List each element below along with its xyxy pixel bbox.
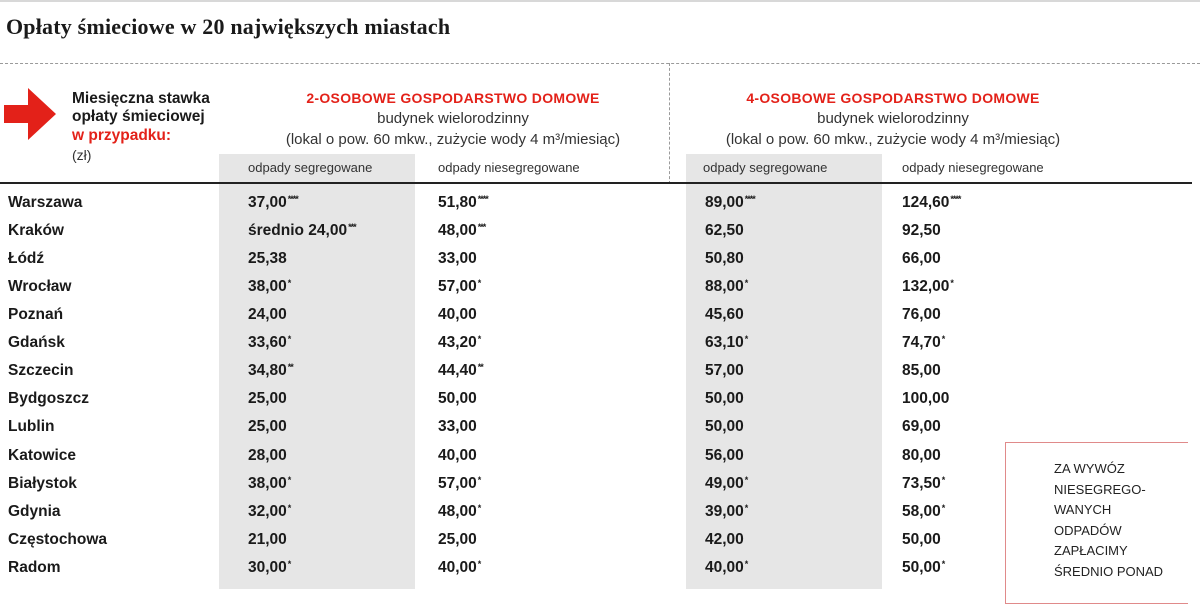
value-cell: 44,40** (438, 362, 483, 379)
value-cell: średnio 24,00*** (248, 222, 356, 239)
value-cell: 40,00* (705, 559, 748, 576)
value-cell: 132,00* (902, 278, 953, 295)
value-cell: 63,10* (705, 334, 748, 351)
value-cell: 69,00 (902, 418, 941, 435)
value-cell: 50,00* (902, 559, 945, 576)
value-cell: 74,70* (902, 334, 945, 351)
value-cell: 56,00 (705, 447, 744, 464)
value-cell: 50,00 (902, 531, 941, 548)
table-row (0, 219, 1000, 247)
city-name: Poznań (8, 306, 64, 323)
value-cell: 25,00 (248, 418, 287, 435)
rate-label-unit: (zł) (72, 147, 92, 163)
value-cell: 58,00* (902, 503, 945, 520)
table-row (0, 444, 1000, 472)
value-cell: 50,00 (705, 418, 744, 435)
rate-label-case: w przypadku: (72, 127, 172, 144)
value-cell: 33,00 (438, 418, 477, 435)
top-rule (0, 0, 1200, 2)
value-cell: 57,00* (438, 278, 481, 295)
city-name: Radom (8, 559, 61, 576)
column-header: odpady niesegregowane (438, 160, 580, 175)
table-row (0, 303, 1000, 331)
table-row (0, 331, 1000, 359)
city-name: Gdynia (8, 503, 61, 520)
table-row (0, 275, 1000, 303)
value-cell: 92,50 (902, 222, 941, 239)
value-cell: 49,00* (705, 475, 748, 492)
value-cell: 38,00* (248, 278, 291, 295)
red-arrow-icon (4, 88, 58, 140)
city-name: Białystok (8, 475, 77, 492)
value-cell: 45,60 (705, 306, 744, 323)
value-cell: 34,80** (248, 362, 293, 379)
header-divider (0, 63, 1200, 64)
group-title-4-person: 4-OSOBOWE GOSPODARSTWO DOMOWE (746, 90, 1040, 106)
value-cell: 39,00* (705, 503, 748, 520)
value-cell: 50,00 (438, 390, 477, 407)
column-header: odpady segregowane (248, 160, 373, 175)
city-name: Bydgoszcz (8, 390, 89, 407)
value-cell: 88,00* (705, 278, 748, 295)
value-cell: 30,00* (248, 559, 291, 576)
table-row (0, 359, 1000, 387)
value-cell: 89,00**** (705, 194, 755, 211)
value-cell: 28,00 (248, 447, 287, 464)
value-cell: 40,00 (438, 306, 477, 323)
callout-text: ZA WYWÓZ NIESEGREGO- WANYCH ODPADÓW ZAPŁACIMY ŚREDNIO PONAD (1054, 461, 1164, 579)
table-row (0, 191, 1000, 219)
city-name: Częstochowa (8, 531, 108, 548)
city-name: Łódź (8, 250, 45, 267)
table-row (0, 528, 1000, 556)
city-name: Wrocław (8, 278, 72, 295)
value-cell: 100,00 (902, 390, 950, 407)
value-cell: 51,80**** (438, 194, 488, 211)
value-cell: 43,20* (438, 334, 481, 351)
value-cell: 21,00 (248, 531, 287, 548)
value-cell: 32,00* (248, 503, 291, 520)
value-cell: 66,00 (902, 250, 941, 267)
value-cell: 73,50* (902, 475, 945, 492)
city-name: Katowice (8, 447, 77, 464)
group-subtitle-4-person: budynek wielorodzinny (817, 110, 969, 127)
value-cell: 76,00 (902, 306, 941, 323)
value-cell: 25,00 (438, 531, 477, 548)
city-name: Gdańsk (8, 334, 65, 351)
table-row (0, 387, 1000, 415)
group-details-2-person: (lokal o pow. 60 mkw., zużycie wody 4 m³/miesiąc) (285, 131, 621, 148)
value-cell: 85,00 (902, 362, 941, 379)
callout-box (1005, 442, 1188, 604)
table-row (0, 500, 1000, 528)
value-cell: 80,00 (902, 447, 941, 464)
value-cell: 124,60**** (902, 194, 961, 211)
value-cell: 42,00 (705, 531, 744, 548)
table-row (0, 472, 1000, 500)
table-header-rule (0, 182, 1192, 184)
group-details-4-person: (lokal o pow. 60 mkw., zużycie wody 4 m³/miesiąc) (725, 131, 1061, 148)
value-cell: 24,00 (248, 306, 287, 323)
table-row (0, 415, 1000, 443)
table-row (0, 556, 1000, 584)
value-cell: 50,80 (705, 250, 744, 267)
value-cell: 40,00* (438, 559, 481, 576)
city-name: Szczecin (8, 362, 74, 379)
value-cell: 25,00 (248, 390, 287, 407)
value-cell: 37,00**** (248, 194, 298, 211)
value-cell: 33,00 (438, 250, 477, 267)
column-header: odpady niesegregowane (902, 160, 1044, 175)
city-name: Lublin (8, 418, 55, 435)
value-cell: 25,38 (248, 250, 287, 267)
group-subtitle-2-person: budynek wielorodzinny (377, 110, 529, 127)
rate-label: Miesięczna stawka opłaty śmieciowej (72, 90, 210, 125)
value-cell: 40,00 (438, 447, 477, 464)
page-title: Opłaty śmieciowe w 20 największych miastach (6, 14, 451, 39)
group-title-2-person: 2-OSOBOWE GOSPODARSTWO DOMOWE (306, 90, 600, 106)
value-cell: 50,00 (705, 390, 744, 407)
city-name: Kraków (8, 222, 64, 239)
value-cell: 62,50 (705, 222, 744, 239)
city-name: Warszawa (8, 194, 83, 211)
column-header: odpady segregowane (703, 160, 828, 175)
value-cell: 48,00*** (438, 222, 486, 239)
value-cell: 38,00* (248, 475, 291, 492)
value-cell: 48,00* (438, 503, 481, 520)
value-cell: 57,00 (705, 362, 744, 379)
table-row (0, 247, 1000, 275)
value-cell: 33,60* (248, 334, 291, 351)
value-cell: 57,00* (438, 475, 481, 492)
group-divider (669, 63, 670, 184)
